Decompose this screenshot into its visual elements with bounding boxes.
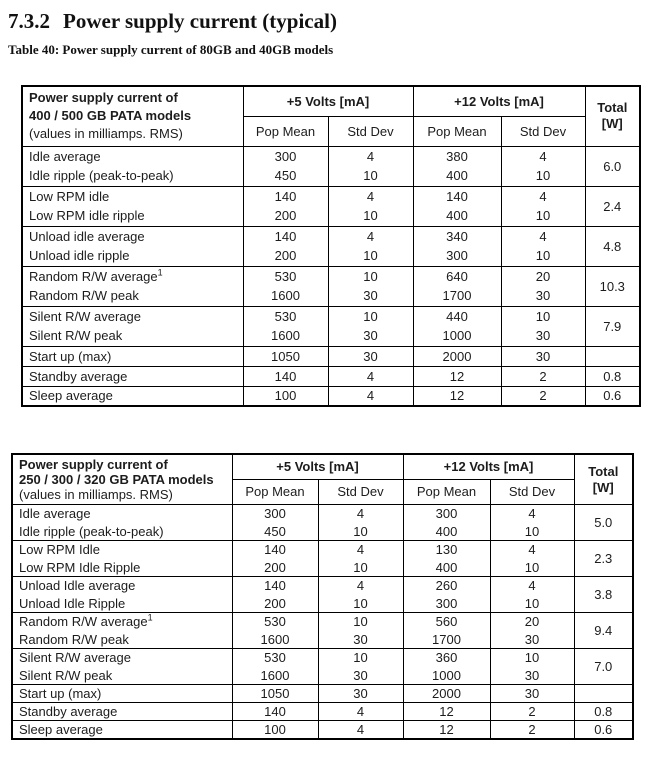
value-cell: 300 xyxy=(243,146,328,166)
power-table-250-300-320gb xyxy=(11,453,634,740)
value-cell: 2 xyxy=(501,366,585,386)
row-group xyxy=(22,146,640,186)
row-group xyxy=(22,366,640,386)
table-title-line: 400 / 500 GB PATA models xyxy=(29,108,192,124)
value-cell: 4 xyxy=(490,505,574,523)
value-cell: 10 xyxy=(328,246,413,266)
value-cell: 130 xyxy=(403,541,490,559)
section-heading xyxy=(8,9,658,34)
value-cell: 10 xyxy=(501,206,585,226)
value-cell: 30 xyxy=(490,631,574,649)
value-cell: 360 xyxy=(403,649,490,667)
row-group xyxy=(22,346,640,366)
table-row xyxy=(12,667,633,685)
col-header-5v: +5 Volts [mA] xyxy=(232,454,403,479)
value-cell: 10 xyxy=(490,595,574,613)
table-header xyxy=(12,454,633,505)
value-cell: 10 xyxy=(501,166,585,186)
col-subheader-pop-mean: Pop Mean xyxy=(232,479,318,504)
col-subheader-std-dev: Std Dev xyxy=(328,116,413,146)
value-cell: 560 xyxy=(403,613,490,631)
row-label-cell: Silent R/W average xyxy=(12,649,232,667)
table-title-line: 250 / 300 / 320 GB PATA models xyxy=(19,472,214,487)
table-row xyxy=(22,366,640,386)
table-row xyxy=(22,306,640,326)
row-label-cell: Random R/W peak xyxy=(12,631,232,649)
value-cell: 640 xyxy=(413,266,501,286)
row-group xyxy=(22,306,640,346)
value-cell: 20 xyxy=(490,613,574,631)
value-cell: 400 xyxy=(413,206,501,226)
value-cell: 1600 xyxy=(243,286,328,306)
table-row xyxy=(12,505,633,523)
row-label-cell: Unload idle ripple xyxy=(22,246,243,266)
value-cell: 10 xyxy=(318,649,403,667)
value-cell: 530 xyxy=(232,649,318,667)
total-watts-cell: 3.8 xyxy=(574,577,633,613)
total-watts-cell: 6.0 xyxy=(585,146,640,186)
row-group xyxy=(22,186,640,226)
value-cell: 4 xyxy=(318,577,403,595)
row-label-cell: Unload idle average xyxy=(22,226,243,246)
row-label-cell: Idle average xyxy=(22,146,243,166)
section-title: Power supply current (typical) xyxy=(63,9,337,33)
row-label-cell: Low RPM idle xyxy=(22,186,243,206)
value-cell: 30 xyxy=(328,286,413,306)
total-watts-cell: 7.0 xyxy=(574,649,633,685)
table-row xyxy=(12,721,633,739)
total-watts-cell: 2.3 xyxy=(574,541,633,577)
row-label-cell: Unload Idle average xyxy=(12,577,232,595)
table-row xyxy=(22,266,640,286)
total-watts-cell xyxy=(585,346,640,366)
value-cell: 300 xyxy=(232,505,318,523)
row-group xyxy=(12,649,633,685)
row-group xyxy=(22,266,640,306)
value-cell: 10 xyxy=(318,559,403,577)
value-cell: 140 xyxy=(232,541,318,559)
value-cell: 10 xyxy=(501,306,585,326)
row-group xyxy=(22,386,640,406)
document-page xyxy=(0,9,658,766)
value-cell: 30 xyxy=(501,326,585,346)
value-cell: 30 xyxy=(328,346,413,366)
value-cell: 12 xyxy=(413,386,501,406)
value-cell: 10 xyxy=(318,523,403,541)
value-cell: 400 xyxy=(413,166,501,186)
table-row xyxy=(12,541,633,559)
value-cell: 10 xyxy=(328,166,413,186)
value-cell: 1700 xyxy=(413,286,501,306)
value-cell: 140 xyxy=(243,186,328,206)
value-cell: 400 xyxy=(403,559,490,577)
value-cell: 4 xyxy=(490,577,574,595)
value-cell: 140 xyxy=(232,577,318,595)
total-header-line2: [W] xyxy=(592,479,614,495)
col-header-12v: +12 Volts [mA] xyxy=(403,454,574,479)
value-cell: 4 xyxy=(501,186,585,206)
value-cell: 4 xyxy=(318,703,403,721)
row-label-cell: Start up (max) xyxy=(22,346,243,366)
table-row xyxy=(12,559,633,577)
total-watts-cell: 4.8 xyxy=(585,226,640,266)
row-label-cell: Standby average xyxy=(12,703,232,721)
tables-host xyxy=(0,85,658,740)
value-cell: 2000 xyxy=(403,685,490,703)
value-cell: 1050 xyxy=(243,346,328,366)
col-subheader-std-dev: Std Dev xyxy=(318,479,403,504)
col-subheader-pop-mean: Pop Mean xyxy=(413,116,501,146)
row-label-cell: Low RPM Idle xyxy=(12,541,232,559)
value-cell: 4 xyxy=(328,226,413,246)
row-label-cell: Sleep average xyxy=(22,386,243,406)
value-cell: 10 xyxy=(490,523,574,541)
row-label-cell: Idle ripple (peak-to-peak) xyxy=(22,166,243,186)
value-cell: 4 xyxy=(490,541,574,559)
row-label-cell: Low RPM Idle Ripple xyxy=(12,559,232,577)
table-title-line: Power supply current of xyxy=(19,457,168,472)
value-cell: 450 xyxy=(243,166,328,186)
row-label-cell: Silent R/W peak xyxy=(22,326,243,346)
value-cell: 10 xyxy=(490,559,574,577)
table-row xyxy=(22,146,640,166)
footnote-marker: 1 xyxy=(157,267,163,278)
total-watts-cell: 2.4 xyxy=(585,186,640,226)
col-header-12v: +12 Volts [mA] xyxy=(413,86,585,116)
table-row xyxy=(22,246,640,266)
table-title-cell xyxy=(22,86,243,146)
row-group xyxy=(22,226,640,266)
value-cell: 140 xyxy=(232,703,318,721)
row-group xyxy=(12,703,633,721)
col-subheader-pop-mean: Pop Mean xyxy=(403,479,490,504)
col-subheader-std-dev: Std Dev xyxy=(490,479,574,504)
row-group xyxy=(12,577,633,613)
row-group xyxy=(12,613,633,649)
total-watts-cell: 5.0 xyxy=(574,505,633,541)
value-cell: 2000 xyxy=(413,346,501,366)
table-row xyxy=(12,685,633,703)
header-row xyxy=(12,454,633,479)
value-cell: 2 xyxy=(490,703,574,721)
table-row xyxy=(22,226,640,246)
value-cell: 30 xyxy=(318,685,403,703)
value-cell: 30 xyxy=(501,346,585,366)
row-label-cell: Random R/W peak xyxy=(22,286,243,306)
table-title-line: Power supply current of xyxy=(29,90,178,106)
value-cell: 2 xyxy=(490,721,574,739)
value-cell: 1600 xyxy=(232,667,318,685)
value-cell: 140 xyxy=(243,366,328,386)
value-cell: 30 xyxy=(490,667,574,685)
col-header-5v: +5 Volts [mA] xyxy=(243,86,413,116)
table-row xyxy=(12,523,633,541)
row-label-cell: Random R/W average$^1$ xyxy=(12,613,232,631)
row-label-cell: Idle ripple (peak-to-peak) xyxy=(12,523,232,541)
row-group xyxy=(12,541,633,577)
value-cell: 12 xyxy=(403,721,490,739)
table-row xyxy=(12,595,633,613)
value-cell: 10 xyxy=(318,595,403,613)
value-cell: 440 xyxy=(413,306,501,326)
row-group xyxy=(12,685,633,703)
value-cell: 12 xyxy=(403,703,490,721)
value-cell: 4 xyxy=(328,146,413,166)
value-cell: 400 xyxy=(403,523,490,541)
value-cell: 10 xyxy=(328,206,413,226)
table-row xyxy=(12,703,633,721)
total-watts-cell xyxy=(574,685,633,703)
row-label-cell: Standby average xyxy=(22,366,243,386)
value-cell: 380 xyxy=(413,146,501,166)
value-cell: 530 xyxy=(243,306,328,326)
table-row xyxy=(12,631,633,649)
value-cell: 100 xyxy=(243,386,328,406)
value-cell: 1600 xyxy=(232,631,318,649)
row-label-cell: Silent R/W average xyxy=(22,306,243,326)
value-cell: 2 xyxy=(501,386,585,406)
total-watts-cell: 0.6 xyxy=(574,721,633,739)
total-watts-cell: 7.9 xyxy=(585,306,640,346)
table-row xyxy=(22,206,640,226)
row-label-cell: Random R/W average$^1$ xyxy=(22,266,243,286)
table-row xyxy=(22,166,640,186)
table-row xyxy=(12,613,633,631)
value-cell: 4 xyxy=(318,541,403,559)
header-row xyxy=(22,86,640,116)
value-cell: 4 xyxy=(318,505,403,523)
value-cell: 1050 xyxy=(232,685,318,703)
value-cell: 200 xyxy=(232,595,318,613)
value-cell: 4 xyxy=(318,721,403,739)
value-cell: 30 xyxy=(318,631,403,649)
table-row xyxy=(22,386,640,406)
value-cell: 260 xyxy=(403,577,490,595)
col-subheader-std-dev: Std Dev xyxy=(501,116,585,146)
value-cell: 4 xyxy=(328,386,413,406)
value-cell: 30 xyxy=(328,326,413,346)
row-label-cell: Silent R/W peak xyxy=(12,667,232,685)
total-watts-cell: 0.8 xyxy=(585,366,640,386)
value-cell: 140 xyxy=(243,226,328,246)
value-cell: 10 xyxy=(328,266,413,286)
value-cell: 30 xyxy=(490,685,574,703)
value-cell: 140 xyxy=(413,186,501,206)
row-label-cell: Start up (max) xyxy=(12,685,232,703)
value-cell: 530 xyxy=(243,266,328,286)
power-table-400-500gb xyxy=(21,85,641,407)
table-title-note: (values in milliamps. RMS) xyxy=(29,126,183,142)
table-title-note: (values in milliamps. RMS) xyxy=(19,487,173,502)
value-cell: 30 xyxy=(501,286,585,306)
value-cell: 12 xyxy=(413,366,501,386)
table-row xyxy=(12,649,633,667)
total-watts-cell: 10.3 xyxy=(585,266,640,306)
row-label-cell: Sleep average xyxy=(12,721,232,739)
value-cell: 30 xyxy=(318,667,403,685)
total-watts-cell: 0.8 xyxy=(574,703,633,721)
value-cell: 300 xyxy=(403,595,490,613)
table-row xyxy=(22,326,640,346)
value-cell: 300 xyxy=(413,246,501,266)
row-group xyxy=(12,721,633,739)
value-cell: 4 xyxy=(501,226,585,246)
value-cell: 200 xyxy=(243,246,328,266)
table-header xyxy=(22,86,640,146)
row-label-cell: Low RPM idle ripple xyxy=(22,206,243,226)
value-cell: 340 xyxy=(413,226,501,246)
table-row xyxy=(12,577,633,595)
total-header-line2: [W] xyxy=(601,116,623,132)
value-cell: 1000 xyxy=(403,667,490,685)
value-cell: 1700 xyxy=(403,631,490,649)
value-cell: 10 xyxy=(501,246,585,266)
value-cell: 4 xyxy=(501,146,585,166)
value-cell: 200 xyxy=(232,559,318,577)
table-row xyxy=(22,286,640,306)
total-watts-cell: 9.4 xyxy=(574,613,633,649)
value-cell: 530 xyxy=(232,613,318,631)
row-label-cell: Idle average xyxy=(12,505,232,523)
value-cell: 200 xyxy=(243,206,328,226)
section-number: 7.3.2 xyxy=(8,9,50,33)
footnote-marker: 1 xyxy=(147,612,153,623)
total-header-line1: Total xyxy=(588,463,619,479)
total-header-line1: Total xyxy=(597,100,628,116)
table-row xyxy=(22,346,640,366)
col-subheader-pop-mean: Pop Mean xyxy=(243,116,328,146)
value-cell: 100 xyxy=(232,721,318,739)
table-caption: Table 40: Power supply current of 80GB and 40GB models xyxy=(8,42,334,57)
total-watts-cell: 0.6 xyxy=(585,386,640,406)
value-cell: 10 xyxy=(328,306,413,326)
row-group xyxy=(12,505,633,541)
row-label-cell: Unload Idle Ripple xyxy=(12,595,232,613)
value-cell: 10 xyxy=(490,649,574,667)
table-title-cell xyxy=(12,454,232,505)
value-cell: 1000 xyxy=(413,326,501,346)
table-row xyxy=(22,186,640,206)
value-cell: 450 xyxy=(232,523,318,541)
value-cell: 10 xyxy=(318,613,403,631)
value-cell: 20 xyxy=(501,266,585,286)
col-header-total xyxy=(574,454,633,505)
value-cell: 1600 xyxy=(243,326,328,346)
value-cell: 4 xyxy=(328,366,413,386)
value-cell: 4 xyxy=(328,186,413,206)
value-cell: 300 xyxy=(403,505,490,523)
col-header-total xyxy=(585,86,640,146)
